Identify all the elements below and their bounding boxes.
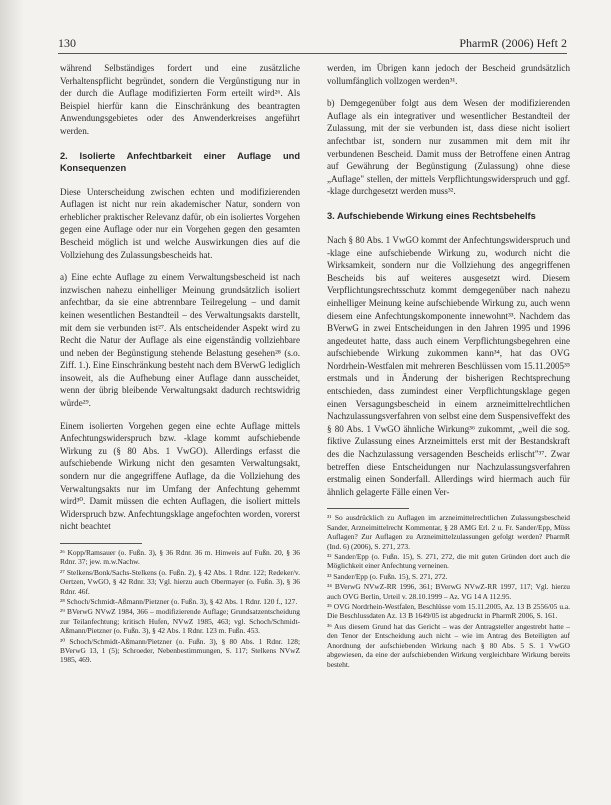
footnote: ³⁴ BVerwG NVwZ-RR 1996, 361; BVerwG NVwZ-RR 1997, 117; Vgl. hierzu auch OVG Berlin, Urteil v. 28.10.1999 – Az. VG 14 A 112.95. xyxy=(327,582,570,601)
paragraph: während Selbständiges fordert und eine zusätzliche Verhaltenspflicht begründet, sondern die Vergünstigung nur in der durch die Auflage modifizierten Form erteilt wird²⁶. Als Beispiel hierfür kann die Einschränkung des beantragten Anwendungsgebietes oder des Anwenderkreises angeführt werden. xyxy=(60,63,300,136)
left-column xyxy=(60,62,300,792)
header-rule xyxy=(58,53,567,54)
section-heading: 2. Isolierte Anfechtbarkeit einer Auflage und Konsequenzen xyxy=(60,150,300,173)
footnote: ²⁷ Stelkens/Bonk/Sachs-Stelkens (o. Fußn. 2), § 42 Abs. 1 Rdnr. 122; Redeker/v. Oertzen, VwGO, § 42 Rdnr. 33; Vgl. hierzu auch Obermayer (o. Fußn. 3), § 36 Rdnr. 46f. xyxy=(60,567,300,596)
page-number: 130 xyxy=(58,36,76,50)
paragraph: b) Demgegenüber folgt aus dem Wesen der modifizierenden Auflage als ein integrativer und wesentlicher Bestandteil der Zulassung, mit der sie verbunden ist, dass diese nicht isoliert anfechtbar ist, sondern nur zusammen mit dem mit ihr verbundenen Bescheid. Damit muss der Betroffene einen Antrag auf Gewährung der Begünstigung (Zulassung) ohne diese „Auflage" stellen, der mittels Verpflichtungswiderspruch und ggf. -klage durchgesetzt werden muss³². xyxy=(327,98,570,197)
footnote: ³³ Sander/Epp (o. Fußn. 15), S. 271, 272. xyxy=(327,571,448,581)
footnote: ²⁶ Kopp/Ramsauer (o. Fußn. 3), § 36 Rdnr. 36 m. Hinweis auf Fußn. 20, § 36 Rdnr. 37; jew. m.w.Nachw. xyxy=(60,548,300,567)
footnote: ³² Sander/Epp (o. Fußn. 15), S. 271, 272, die mit guten Gründen dort auch die Möglichkeit einer Anfechtung verneinen. xyxy=(327,552,570,571)
journal-title: PharmR (2006) Heft 2 xyxy=(459,36,567,50)
right-column xyxy=(327,62,570,792)
scan-binding-shadow xyxy=(0,0,24,805)
footnote: ²⁸ Schoch/Schmidt-Aßmann/Pietzner (o. Fußn. 3), § 42 Abs. 1 Rdnr. 120 f., 127. xyxy=(60,597,298,607)
section-heading: 3. Aufschiebende Wirkung eines Rechtsbehelfs xyxy=(327,210,536,221)
footnote: ³¹ So ausdrücklich zu Auflagen im arzneimittelrechtlichen Zulassungsbescheid Sander, Arzneimittelrecht Kommentar, § 28 AMG Erl. 2 u. Fr. Sander/Epp, Müss Auflagen? Zur Auflagen zu Arzneimittelzulassungen gefolgt werden? PharmR (Ind. 6) (2006), S. 271, 273. xyxy=(327,513,570,551)
footnote: ²⁹ BVerwG NVwZ 1984, 366 – modifizierende Auflage; Grundsatzentscheidung zur Teilanfechtung; kritisch Hufen, NVwZ 1985, 463; vgl. Schoch/Schmidt-Aßmann/Pietzner (o. Fußn. 3), § 42 Abs. 1 Rdnr. 123 m. Fußn. 453. xyxy=(60,607,300,636)
footnote-rule xyxy=(327,508,409,509)
footnote: ³⁰ Schoch/Schmidt-Aßmann/Pietzner (o. Fußn. 3), § 80 Abs. 1 Rdnr. 128; BVerwG 13, 1 (5); Schroeder, Nebenbestimmungen, S. 117; Stelkens NVwZ 1985, 469. xyxy=(60,636,300,665)
footnote: ³⁶ Aus diesem Grund hat das Gericht – was der Antragsteller angestrebt hatte – den Tenor der Entscheidung auch nicht – wie im Antrag des Beteiligten auf Anordnung der aufschiebenden Wirkung nach § 80 Abs. 5 S. 1 VwGO abgewiesen, da eine der aufschiebenden Wirkung vergleichbare Wirkung bereits besteht. xyxy=(327,621,570,669)
paragraph: a) Eine echte Auflage zu einem Verwaltungsbescheid ist nach inzwischen nahezu einhelliger Meinung grundsätzlich isoliert anfechtbar, da sie eine abtrennbare Teilregelung – und damit keinen wesentlichen Bestandteil – des Verwaltungsakts darstellt, mit dem sie verbunden ist²⁷. Als entscheidender Aspekt wird zu Recht die Natur der Auflage als eine eigenständig vollziehbare und neben der Begünstigung stehende Belastung gesehen²⁸ (s.o. Ziff. 1.). Eine Einschränkung besteht nach dem BVerwG lediglich insoweit, als die Aufhebung einer Auflage dann ausscheidet, wenn der übrig bleibende Verwaltungsakt dadurch rechtswidrig würde²⁹. xyxy=(60,272,300,409)
running-head xyxy=(58,36,567,52)
paragraph: Diese Unterscheidung zwischen echten und modifizierenden Auflagen ist nicht nur rein akademischer Natur, sondern von erheblicher praktischer Relevanz dafür, ob ein isoliertes Vorgehen gegen eine Auflage oder nur ein Vorgehen gegen den gesamten Bescheid möglich ist und welche Auswirkungen dies auf die Vollziehung des Zulassungsbescheids hat. xyxy=(60,186,300,260)
paragraph: werden, im Übrigen kann jedoch der Bescheid grundsätzlich vollumfänglich vollzogen werden³¹. xyxy=(327,63,570,86)
paragraph: Einem isolierten Vorgehen gegen eine echte Auflage mittels Anfechtungswiderspruch bzw. -klage kommt aufschiebende Wirkung zu (§ 80 Abs. 1 VwGO). Allerdings erfasst die aufschiebende Wirkung nicht den gesamten Verwaltungsakt, sondern nur die angegriffene Auflage, da die Vollziehung des Verwaltungsakts nur im Umfang der Anfechtung gehemmt wird³⁰. Damit müssen die echten Auflagen, die isoliert mittels Widerspruch bzw. Anfechtungsklage angefochten worden, vorerst nicht beachtet xyxy=(60,420,300,532)
paragraph: Nach § 80 Abs. 1 VwGO kommt der Anfechtungswiderspruch und -klage eine aufschiebende Wirkung zu, wodurch nicht die Wirksamkeit, sondern nur die Vollziehung des angegriffenen Bescheids bis auf weiteres ausgesetzt wird. Diesem Verpflichtungsrechtsschutz kommt demgegenüber nach nahezu einhelliger Meinung keine aufschiebende Wirkung zu, auch wenn diesem eine Anfechtungskomponente innewohnt³³. Nachdem das BVerwG in zwei Entscheidungen in den Jahren 1995 und 1996 angedeutet hatte, dass auch einem Verpflichtungsbegehren eine aufschiebende Wirkung zukommen kann³⁴, hat das OVG Nordrhein-Westfalen mit mehreren Beschlüssen vom 15.11.2005³⁵ erstmals und in Änderung der bisherigen Rechtsprechung entschieden, dass zumindest einer Verpflichtungsklage gegen einen Versagungsbescheid in einem arzneimittelrechtlichen Nachzulassungsverfahren von selbst eine dem Suspensiveffekt des § 80 Abs. 1 VwGO ähnliche Wirkung³⁶ zukommt, „weil die sog. fiktive Zulassung eines Arzneimittels erst mit der Bestandskraft des die Nachzulassung versagenden Bescheids erlischt"³⁷. Zwar betreffen diese Entscheidungen nur Nachzulassungsverfahren erstmalig einen Sonderfall. Allerdings wird hiermach auch für ähnlich gelagerte Fälle einen Ver- xyxy=(327,234,570,497)
footnotes xyxy=(60,548,300,665)
footnote-rule xyxy=(60,543,142,544)
footnotes xyxy=(327,513,570,669)
footnote: ³⁵ OVG Nordrhein-Westfalen, Beschlüsse vom 15.11.2005, Az. 13 B 2556/05 u.a. Die Beschlussdaten Az. 13 B 1649/05 ist abgedruckt in PharmR 2006, S. 161. xyxy=(327,602,570,621)
